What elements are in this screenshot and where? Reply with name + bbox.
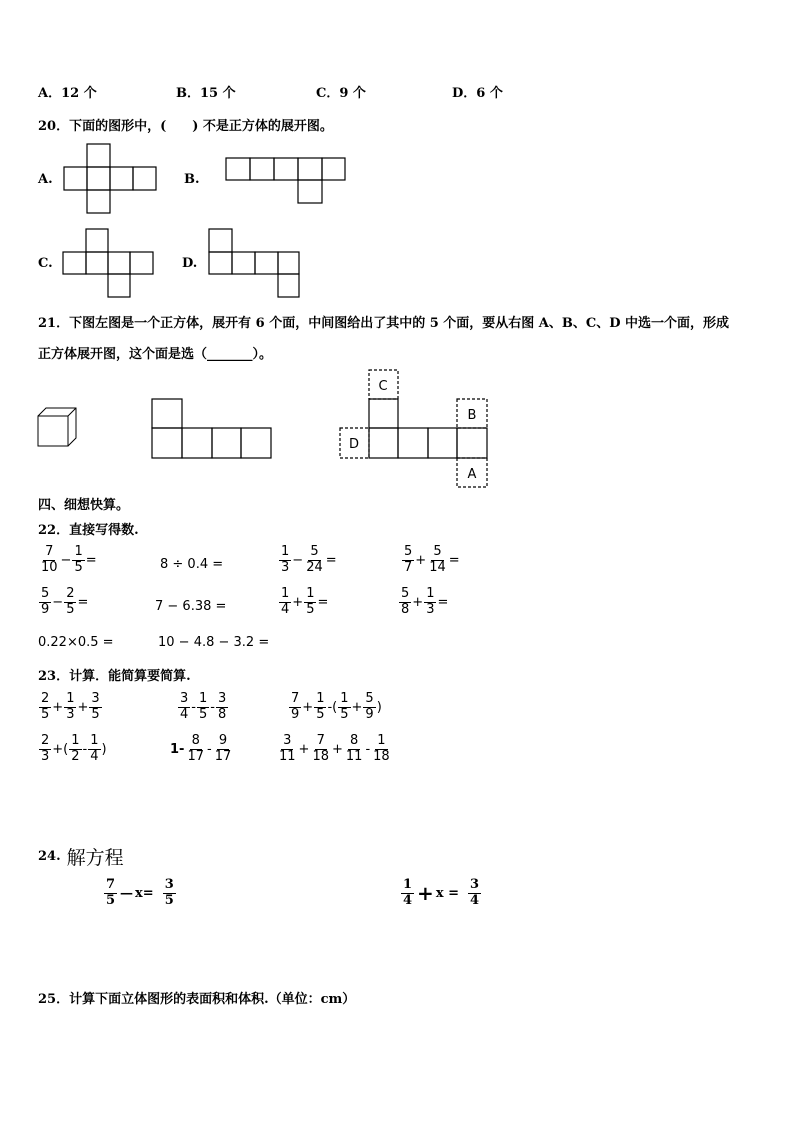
face-label-a: A [467,467,477,482]
option-c: C．9 个 [316,86,366,101]
q22-item-i: 0.22×0.5 = [38,635,114,650]
answer-blank[interactable]: _______ [207,347,253,362]
face-label-c: C [378,379,388,394]
q22-item-j: 10 − 4.8 − 3.2 = [158,635,270,650]
q20-label-b: B. [184,172,200,187]
q23-expr-6: $\frac{3}{11}$ + $\frac{7}{18}$ + $\frac{8}{11}$ - $\frac{1}{18}$ [279,733,390,764]
q22-item-e: $\frac{5}{9}$ − $\frac{2}{5}$ = [41,586,89,617]
question-20-title: 20．下面的图形中，( ) 不是正方体的展开图。 [38,119,333,134]
q20-label-c: C. [38,256,53,271]
q22-item-h: $\frac{5}{8}$ + $\frac{1}{3}$ = [401,586,449,617]
question-22-title: 22．直接写得数. [38,523,139,538]
question-21-line2 [38,343,272,362]
face-label-d: D [348,437,360,452]
q23-expr-5: 1- $\frac{8}{17}$ - $\frac{9}{17}$ [170,733,232,764]
question-23-title: 23．计算．能简算要简算. [38,669,191,684]
q23-expr-2: $\frac{3}{4}$ - $\frac{1}{5}$ - $\frac{3}{8}$ [180,691,227,722]
q23-expr-4: $\frac{2}{3}$ +( $\frac{1}{2}$ - $\frac{1}{4}$ ) [41,733,107,764]
equation-1: $\frac{7}{5}$ — x= $\frac{3}{5}$ [106,877,174,908]
question-24-title: 24. 解方程 [38,847,124,869]
net-c [63,229,153,297]
q21-line2-end: ）。 [252,347,273,362]
q22-item-c: $\frac{1}{3}$ − $\frac{5}{24}$ = [281,544,337,575]
net-b [226,158,345,203]
cube-net-figures [0,0,794,520]
q22-item-g: $\frac{1}{4}$ + $\frac{1}{5}$ = [281,586,329,617]
q22-item-a: $\frac{7}{10}$ − $\frac{1}{5}$ = [41,544,97,575]
q22-item-b: 8 ÷ 0.4 = [160,557,224,572]
q23-expr-3: $\frac{7}{9}$ + $\frac{1}{5}$ -( $\frac{1}{5}$ + $\frac{5}{9}$ ) [291,691,382,722]
section-4-heading: 四、细想快算。 [38,498,130,513]
equation-2: $\frac{1}{4}$ + x = $\frac{3}{4}$ [403,877,480,908]
middle-net [152,399,271,458]
net-a [64,144,156,213]
q23-expr-1: $\frac{2}{5}$ + $\frac{1}{3}$ + $\frac{3}{5}$ [41,691,100,722]
net-d [209,229,299,297]
q22-item-d: $\frac{5}{7}$ + $\frac{5}{14}$ = [404,544,460,575]
cube-3d [38,408,76,446]
question-21-line1: 21．下图左图是一个正方体，展开有 6 个面，中间图给出了其中的 5 个面，要从右图 A、B、C、D 中选一个面，形成 [38,316,730,331]
option-d: D．6 个 [452,86,503,101]
q21-line2-text: 正方体展开图，这个面是选（ [38,347,208,362]
face-label-b: B [467,408,477,423]
option-a: A．12 个 [38,86,97,101]
option-b: B．15 个 [176,86,236,101]
q20-label-d: D. [182,256,198,271]
q20-label-a: A. [38,172,53,187]
q22-item-f: 7 − 6.38 = [155,599,227,614]
question-25-title: 25．计算下面立体图形的表面积和体积.（单位：cm） [38,992,356,1007]
